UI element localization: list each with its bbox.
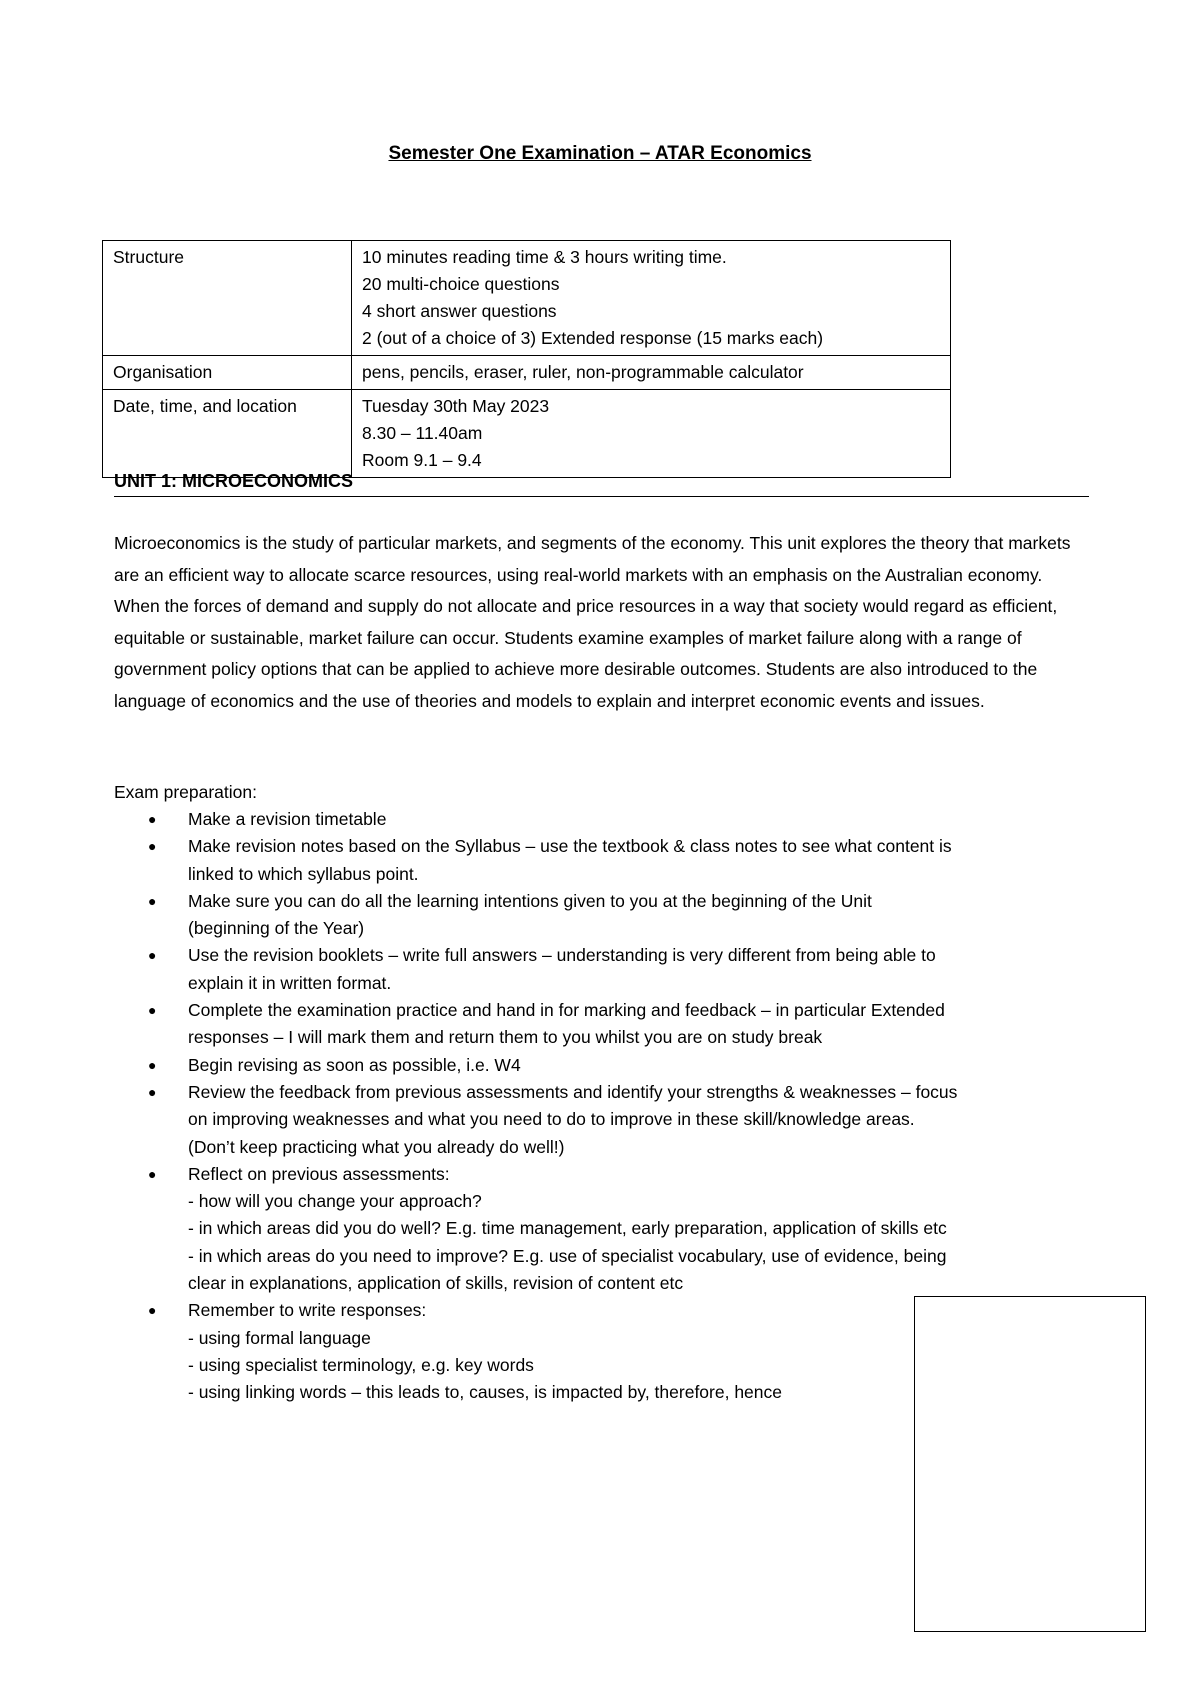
list-item-line: - how will you change your approach? [188,1191,482,1212]
list-item-line: explain it in written format. [188,972,392,993]
table-value-line: 8.30 – 11.40am [362,423,483,443]
list-item-line: on improving weaknesses and what you need to do to improve in these skill/knowledge areas. [188,1109,915,1130]
list-item-line: (Don’t keep practicing what you already do well!) [188,1136,565,1157]
list-item-line: Make sure you can do all the learning intentions given to you at the beginning of the Unit [188,890,872,911]
list-item-line: - in which areas do you need to improve? E.g. use of specialist vocabulary, use of evidence, being [188,1245,947,1266]
blank-box [914,1296,1146,1632]
list-item-line: Make a revision timetable [188,809,387,829]
list-item-line: Review the feedback from previous assessments and identify your strengths & weaknesses – focus [188,1081,958,1102]
list-item-line: - using formal language [188,1327,371,1348]
list-item-line: Begin revising as soon as possible, i.e. W4 [188,1054,521,1075]
bullet-icon: ● [148,1056,157,1073]
list-item [114,942,1094,997]
list-item-line: Complete the examination practice and hand in for marking and feedback – in particular Extended [188,1000,945,1021]
bullet-icon: ● [148,892,157,909]
unit-heading: UNIT 1: MICROECONOMICS [114,469,1089,497]
table-value-line: pens, pencils, eraser, ruler, non-programmable calculator [362,362,804,382]
list-item [114,997,1094,1052]
bullet-icon: ● [148,1302,157,1319]
table-row [103,241,951,356]
table-value-cell [352,241,951,356]
table-label-cell: Organisation [103,356,352,390]
list-item-line: Use the revision booklets – write full answers – understanding is very different from being able to [188,945,936,966]
list-item [114,888,1094,943]
list-item [114,806,1094,833]
table-value-line: 4 short answer questions [362,301,557,321]
list-item-line: responses – I will mark them and return them to you whilst you are on study break [188,1027,823,1048]
list-item [114,1052,1094,1079]
table-label-cell: Date, time, and location [103,390,352,478]
table-row [103,390,951,478]
bullet-icon: ● [148,1165,157,1182]
list-item [114,1161,1094,1297]
bullet-icon: ● [148,947,157,964]
bullet-icon: ● [148,1002,157,1019]
bullet-icon: ● [148,811,157,827]
table-value-line: 10 minutes reading time & 3 hours writing time. [362,247,727,267]
list-item-line: Reflect on previous assessments: [188,1163,450,1184]
list-item-line: linked to which syllabus point. [188,863,419,884]
table-value-cell [352,356,951,390]
table-row [103,356,951,390]
list-item-line: Remember to write responses: [188,1300,427,1321]
table-label-cell: Structure [103,241,352,356]
exam-preparation-heading: Exam preparation: [114,782,257,802]
list-item [114,833,1094,888]
list-item-line: clear in explanations, application of skills, revision of content etc [188,1273,684,1294]
table-value-line: 20 multi-choice questions [362,274,560,294]
list-item-line: - in which areas did you do well? E.g. time management, early preparation, application of skills etc [188,1218,947,1239]
list-item-line: (beginning of the Year) [188,918,365,939]
intro-paragraph: Microeconomics is the study of particular markets, and segments of the economy. This unit explores the theory that markets are an efficient way to allocate scarce resources, using real-world markets with an emphasis on the Australian economy. When the forces of demand and supply do not allocate and price resources in a way that society would regard as efficient, equitable or sustainable, market failure can occur. Students examine examples of market failure along with a range of government policy options that can be applied to achieve more desirable outcomes. Students are also introduced to the language of economics and the use of theories and models to explain and interpret economic events and issues. [114,533,1071,711]
exam-info-table [102,240,951,478]
list-item [114,1079,1094,1161]
list-item-line: - using linking words – this leads to, causes, is impacted by, therefore, hence [188,1382,783,1403]
table-value-line: 2 (out of a choice of 3) Extended response (15 marks each) [362,328,824,348]
page-title: Semester One Examination – ATAR Economics [388,143,812,164]
table-value-line: Room 9.1 – 9.4 [362,450,482,470]
list-item-line: Make revision notes based on the Syllabus – use the textbook & class notes to see what content is [188,836,952,857]
list-item-line: - using specialist terminology, e.g. key words [188,1354,534,1375]
bullet-icon: ● [148,838,157,855]
bullet-icon: ● [148,1083,157,1100]
table-value-cell [352,390,951,478]
table-value-line: Tuesday 30th May 2023 [362,396,550,416]
